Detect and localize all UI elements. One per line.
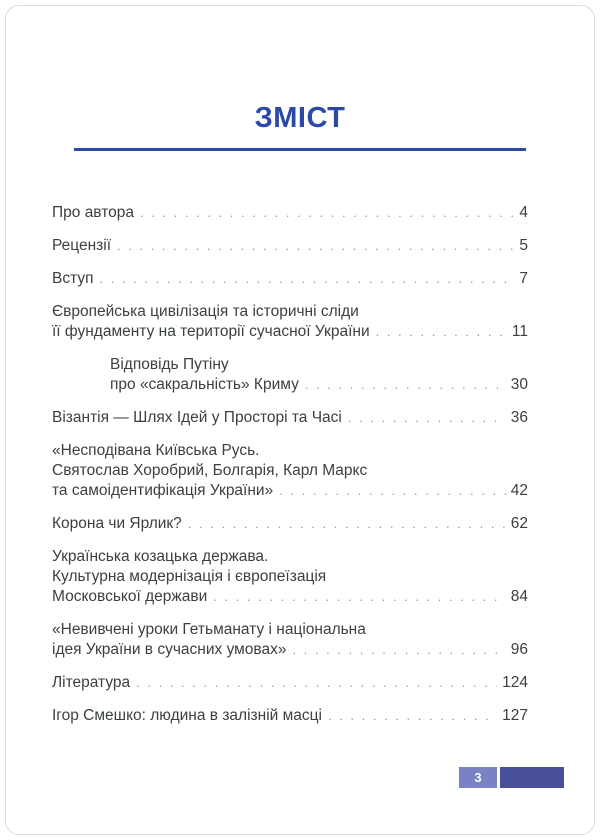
toc-entry-text: Культурна модернізація і європеїзація xyxy=(52,568,327,585)
toc-page-number: 96 xyxy=(510,641,528,658)
toc-entry-text: та самоідентифікація України» xyxy=(52,482,274,499)
toc-page-number: 4 xyxy=(519,204,528,221)
toc-entry-text: Європейська цивілізація та історичні сліди xyxy=(52,303,359,320)
toc-list xyxy=(52,203,528,726)
toc-entry-text: Візантія — Шлях Ідей у Просторі та Часі xyxy=(52,409,342,426)
toc-entry-text: Святослав Хоробрий, Болгарія, Карл Маркс xyxy=(52,462,368,479)
toc-entry-text: Ігор Смешко: людина в залізній масці xyxy=(52,707,322,724)
toc-entry xyxy=(52,620,528,660)
dot-leader xyxy=(305,375,506,395)
toc-entry xyxy=(52,203,528,223)
dot-leader xyxy=(140,203,514,223)
toc-entry xyxy=(52,269,528,289)
toc-entry xyxy=(52,706,528,726)
toc-page-number: 127 xyxy=(502,707,528,724)
toc-entry-text: «Невивчені уроки Гетьманату і національна xyxy=(52,621,366,638)
toc-entry-text: Вступ xyxy=(52,270,94,287)
toc-entry-text: Рецензії xyxy=(52,237,112,254)
toc-entry-text: «Несподівана Київська Русь. xyxy=(52,442,260,459)
toc-page-number: 42 xyxy=(510,482,528,499)
dot-leader xyxy=(117,236,514,256)
toc-page-number: 5 xyxy=(519,237,528,254)
toc-entry-text: її фундаменту на території сучасної України xyxy=(52,323,370,340)
toc-entry xyxy=(52,441,528,501)
toc-page-number: 62 xyxy=(510,515,528,532)
title-underline xyxy=(74,148,526,151)
toc-entry-text: Відповідь Путіну xyxy=(110,356,229,373)
dot-leader xyxy=(328,706,497,726)
dot-leader xyxy=(136,673,497,693)
toc-entry-text: ідея України в сучасних умовах» xyxy=(52,641,287,658)
toc-page-number: 36 xyxy=(510,409,528,426)
toc-page-number: 7 xyxy=(519,270,528,287)
toc-entry xyxy=(52,302,528,342)
toc-entry-text: про «сакральність» Криму xyxy=(110,376,299,393)
dot-leader xyxy=(376,322,507,342)
toc-page-number: 84 xyxy=(510,588,528,605)
toc-entry xyxy=(52,547,528,607)
dot-leader xyxy=(348,408,506,428)
toc-entry xyxy=(52,673,528,693)
toc-entry-text: Московської держави xyxy=(52,588,208,605)
dot-leader xyxy=(188,514,506,534)
footer-page-number: 3 xyxy=(459,767,497,788)
toc-entry xyxy=(52,514,528,534)
toc-entry-text: Про автора xyxy=(52,204,134,221)
dot-leader xyxy=(292,640,505,660)
toc-entry-text: Корона чи Ярлик? xyxy=(52,515,182,532)
toc-entry xyxy=(52,236,528,256)
toc-page-number: 124 xyxy=(502,674,528,691)
dot-leader xyxy=(279,481,506,501)
footer-decoration-bar xyxy=(500,767,564,788)
toc-page-number: 30 xyxy=(510,376,528,393)
toc-entry xyxy=(52,408,528,428)
page-footer xyxy=(459,767,564,788)
toc-page-number: 11 xyxy=(511,323,528,340)
toc-entry xyxy=(52,355,528,395)
toc-entry-text: Українська козацька держава. xyxy=(52,548,269,565)
page-title: ЗМІСТ xyxy=(254,102,346,134)
dot-leader xyxy=(213,587,505,607)
dot-leader xyxy=(100,269,515,289)
toc-entry-text: Література xyxy=(52,674,131,691)
